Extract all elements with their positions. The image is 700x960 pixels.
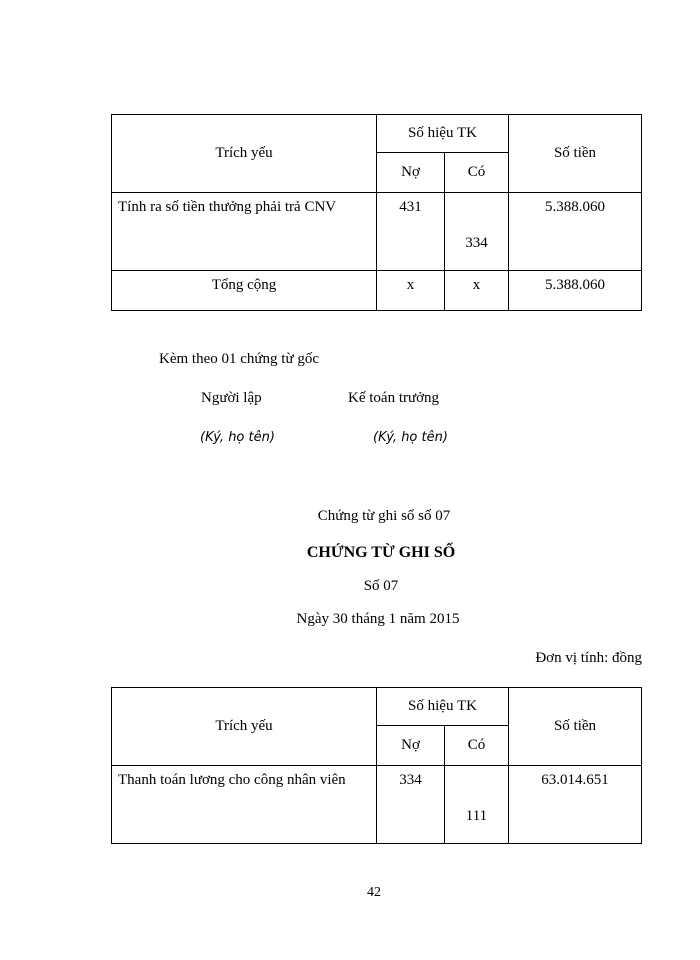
header-credit: Có xyxy=(445,726,509,766)
preparer-sign-note: (Ký, họ tên) xyxy=(200,430,275,445)
row-description: Thanh toán lương cho công nhân viên xyxy=(112,766,377,844)
table-row xyxy=(112,766,642,844)
row-amount: 63.014.651 xyxy=(509,766,642,844)
header-description: Trích yếu xyxy=(112,688,377,766)
chief-sign-note: (Ký, họ tên) xyxy=(373,430,448,445)
header-amount: Số tiền xyxy=(509,688,642,766)
header-amount: Số tiền xyxy=(509,115,642,193)
unit-note: Đơn vị tính: đồng xyxy=(535,650,642,666)
header-description: Trích yếu xyxy=(112,115,377,193)
header-debit: Nợ xyxy=(377,153,445,193)
table-row xyxy=(112,193,642,271)
doc-number: Số 07 xyxy=(363,578,399,594)
preparer-label: Người lập xyxy=(201,390,262,406)
row-debit: 431 xyxy=(377,193,445,271)
doc-title: CHỨNG TỪ GHI SỔ xyxy=(306,544,456,561)
voucher-table-1 xyxy=(111,114,642,311)
page-number: 42 xyxy=(367,885,381,900)
row-description: Tính ra số tiền thưởng phải trả CNV xyxy=(112,193,377,271)
total-label: Tổng cộng xyxy=(112,271,377,311)
total-credit: x xyxy=(445,271,509,311)
header-credit: Có xyxy=(445,153,509,193)
row-credit: 111 xyxy=(445,766,509,844)
total-row xyxy=(112,271,642,311)
doc-date: Ngày 30 tháng 1 năm 2015 xyxy=(296,611,460,627)
row-credit: 334 xyxy=(445,193,509,271)
total-debit: x xyxy=(377,271,445,311)
total-amount: 5.388.060 xyxy=(509,271,642,311)
header-account-no: Số hiệu TK xyxy=(377,115,509,153)
header-account-no: Số hiệu TK xyxy=(377,688,509,726)
attachment-note: Kèm theo 01 chứng từ gốc xyxy=(159,351,319,367)
row-debit: 334 xyxy=(377,766,445,844)
section-caption: Chứng từ ghi sổ số 07 xyxy=(317,508,451,524)
header-debit: Nợ xyxy=(377,726,445,766)
voucher-table-2 xyxy=(111,687,642,844)
chief-accountant-label: Kế toán trưởng xyxy=(348,390,440,406)
row-amount: 5.388.060 xyxy=(509,193,642,271)
